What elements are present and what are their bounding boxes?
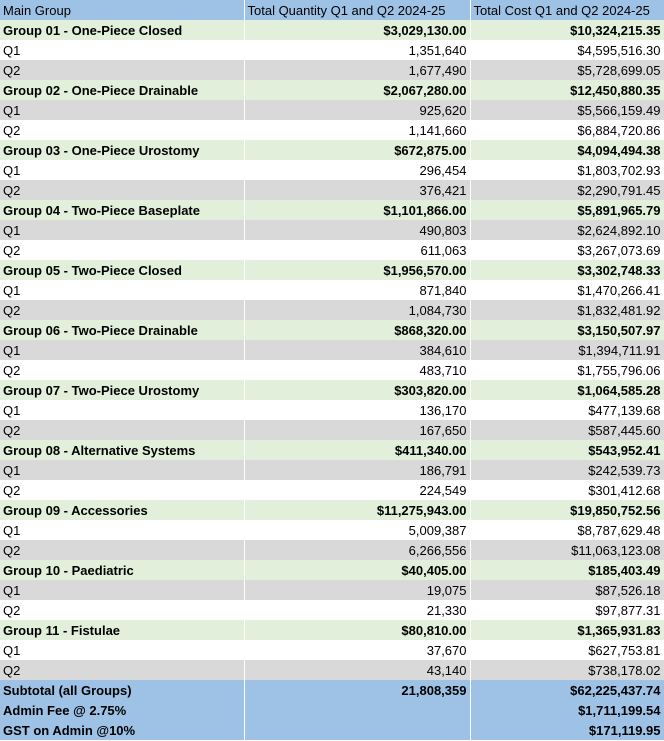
group-total-cost: $5,891,965.79 [470, 200, 664, 220]
quarter-label: Q2 [0, 420, 244, 440]
quarter-label: Q1 [0, 160, 244, 180]
group-total-cost: $1,365,931.83 [470, 620, 664, 640]
summary-quantity [244, 720, 470, 740]
quarter-label: Q1 [0, 40, 244, 60]
quarter-label: Q2 [0, 540, 244, 560]
group-total-cost: $12,450,880.35 [470, 80, 664, 100]
summary-label: GST on Admin @10% [0, 720, 244, 740]
group-total-quantity: $303,820.00 [244, 380, 470, 400]
quarter-label: Q1 [0, 460, 244, 480]
quarter-cost: $1,470,266.41 [470, 280, 664, 300]
group-name: Group 05 - Two-Piece Closed [0, 260, 244, 280]
group-total-quantity: $411,340.00 [244, 440, 470, 460]
quarter-cost: $1,755,796.06 [470, 360, 664, 380]
quarter-quantity: 1,141,660 [244, 120, 470, 140]
quarter-row [0, 420, 664, 440]
group-total-quantity: $40,405.00 [244, 560, 470, 580]
summary-row [0, 720, 664, 740]
group-total-cost: $543,952.41 [470, 440, 664, 460]
quarter-label: Q1 [0, 280, 244, 300]
group-name: Group 09 - Accessories [0, 500, 244, 520]
quarter-cost: $4,595,516.30 [470, 40, 664, 60]
summary-cost: $171,119.95 [470, 720, 664, 740]
quarter-label: Q1 [0, 640, 244, 660]
quarter-cost: $5,728,699.05 [470, 60, 664, 80]
group-name: Group 08 - Alternative Systems [0, 440, 244, 460]
quarter-cost: $587,445.60 [470, 420, 664, 440]
group-name: Group 11 - Fistulae [0, 620, 244, 640]
quarter-cost: $477,139.68 [470, 400, 664, 420]
summary-cost: $62,225,437.74 [470, 680, 664, 700]
group-row [0, 20, 664, 40]
quarter-quantity: 167,650 [244, 420, 470, 440]
quarter-row [0, 360, 664, 380]
quarter-row [0, 220, 664, 240]
quarter-label: Q2 [0, 480, 244, 500]
quarter-cost: $97,877.31 [470, 600, 664, 620]
group-total-cost: $3,302,748.33 [470, 260, 664, 280]
group-row [0, 620, 664, 640]
summary-quantity: 21,808,359 [244, 680, 470, 700]
quarter-row [0, 300, 664, 320]
quarter-quantity: 483,710 [244, 360, 470, 380]
quarter-quantity: 21,330 [244, 600, 470, 620]
group-total-cost: $1,064,585.28 [470, 380, 664, 400]
quarter-quantity: 871,840 [244, 280, 470, 300]
header-total-quantity: Total Quantity Q1 and Q2 2024-25 [244, 0, 470, 20]
quarter-label: Q1 [0, 400, 244, 420]
quarter-label: Q2 [0, 180, 244, 200]
quarter-row [0, 60, 664, 80]
quarter-quantity: 1,351,640 [244, 40, 470, 60]
quarter-cost: $6,884,720.86 [470, 120, 664, 140]
group-row [0, 80, 664, 100]
quarter-cost: $87,526.18 [470, 580, 664, 600]
group-name: Group 03 - One-Piece Urostomy [0, 140, 244, 160]
quarter-row [0, 120, 664, 140]
quarter-cost: $8,787,629.48 [470, 520, 664, 540]
summary-label: Admin Fee @ 2.75% [0, 700, 244, 720]
group-row [0, 200, 664, 220]
quarter-row [0, 520, 664, 540]
group-row [0, 380, 664, 400]
quarter-quantity: 19,075 [244, 580, 470, 600]
group-name: Group 02 - One-Piece Drainable [0, 80, 244, 100]
quarter-quantity: 376,421 [244, 180, 470, 200]
header-total-cost: Total Cost Q1 and Q2 2024-25 [470, 0, 664, 20]
quarter-label: Q1 [0, 100, 244, 120]
group-total-quantity: $80,810.00 [244, 620, 470, 640]
quarter-label: Q1 [0, 220, 244, 240]
group-name: Group 04 - Two-Piece Baseplate [0, 200, 244, 220]
group-total-cost: $185,403.49 [470, 560, 664, 580]
quarter-label: Q1 [0, 580, 244, 600]
group-name: Group 06 - Two-Piece Drainable [0, 320, 244, 340]
quarter-label: Q2 [0, 600, 244, 620]
quarter-label: Q1 [0, 520, 244, 540]
group-total-quantity: $672,875.00 [244, 140, 470, 160]
quarter-row [0, 600, 664, 620]
quarter-row [0, 40, 664, 60]
group-total-quantity: $3,029,130.00 [244, 20, 470, 40]
group-total-quantity: $868,320.00 [244, 320, 470, 340]
quarter-row [0, 160, 664, 180]
quarter-label: Q2 [0, 360, 244, 380]
quarter-cost: $2,624,892.10 [470, 220, 664, 240]
quarter-quantity: 1,677,490 [244, 60, 470, 80]
quarter-row [0, 460, 664, 480]
group-total-cost: $19,850,752.56 [470, 500, 664, 520]
group-row [0, 560, 664, 580]
summary-row [0, 680, 664, 700]
quarter-cost: $738,178.02 [470, 660, 664, 680]
quarter-quantity: 611,063 [244, 240, 470, 260]
quarter-row [0, 280, 664, 300]
quarter-cost: $1,832,481.92 [470, 300, 664, 320]
quarter-label: Q2 [0, 660, 244, 680]
quarter-quantity: 37,670 [244, 640, 470, 660]
summary-label: Subtotal (all Groups) [0, 680, 244, 700]
quarter-row [0, 180, 664, 200]
quarter-quantity: 5,009,387 [244, 520, 470, 540]
group-name: Group 01 - One-Piece Closed [0, 20, 244, 40]
quarter-row [0, 660, 664, 680]
quarter-quantity: 490,803 [244, 220, 470, 240]
group-total-quantity: $11,275,943.00 [244, 500, 470, 520]
quarter-cost: $5,566,159.49 [470, 100, 664, 120]
quarter-label: Q2 [0, 120, 244, 140]
quarter-label: Q1 [0, 340, 244, 360]
quarter-quantity: 43,140 [244, 660, 470, 680]
group-total-quantity: $1,101,866.00 [244, 200, 470, 220]
quarter-row [0, 480, 664, 500]
quarter-cost: $301,412.68 [470, 480, 664, 500]
quarter-cost: $3,267,073.69 [470, 240, 664, 260]
summary-row [0, 700, 664, 720]
quarter-cost: $2,290,791.45 [470, 180, 664, 200]
quarter-row [0, 400, 664, 420]
header-main-group: Main Group [0, 0, 244, 20]
quarter-quantity: 224,549 [244, 480, 470, 500]
group-total-quantity: $2,067,280.00 [244, 80, 470, 100]
group-row [0, 260, 664, 280]
quarter-cost: $1,803,702.93 [470, 160, 664, 180]
quarter-quantity: 186,791 [244, 460, 470, 480]
quarter-quantity: 6,266,556 [244, 540, 470, 560]
quarter-label: Q2 [0, 60, 244, 80]
quarter-cost: $627,753.81 [470, 640, 664, 660]
group-name: Group 07 - Two-Piece Urostomy [0, 380, 244, 400]
group-row [0, 500, 664, 520]
quarter-quantity: 925,620 [244, 100, 470, 120]
quarter-quantity: 1,084,730 [244, 300, 470, 320]
group-row [0, 320, 664, 340]
quarter-row [0, 540, 664, 560]
group-total-quantity: $1,956,570.00 [244, 260, 470, 280]
quarter-row [0, 580, 664, 600]
group-total-cost: $10,324,215.35 [470, 20, 664, 40]
summary-cost: $1,711,199.54 [470, 700, 664, 720]
quarter-row [0, 340, 664, 360]
quarter-cost: $11,063,123.08 [470, 540, 664, 560]
quarter-quantity: 296,454 [244, 160, 470, 180]
quarter-quantity: 384,610 [244, 340, 470, 360]
summary-quantity [244, 700, 470, 720]
quarter-label: Q2 [0, 300, 244, 320]
quarter-quantity: 136,170 [244, 400, 470, 420]
quarter-label: Q2 [0, 240, 244, 260]
quarter-cost: $1,394,711.91 [470, 340, 664, 360]
group-name: Group 10 - Paediatric [0, 560, 244, 580]
group-total-cost: $4,094,494.38 [470, 140, 664, 160]
group-row [0, 140, 664, 160]
group-row [0, 440, 664, 460]
quarter-row [0, 640, 664, 660]
group-total-cost: $3,150,507.97 [470, 320, 664, 340]
header-row [0, 0, 664, 20]
quarter-row [0, 100, 664, 120]
quarter-row [0, 240, 664, 260]
quarter-cost: $242,539.73 [470, 460, 664, 480]
